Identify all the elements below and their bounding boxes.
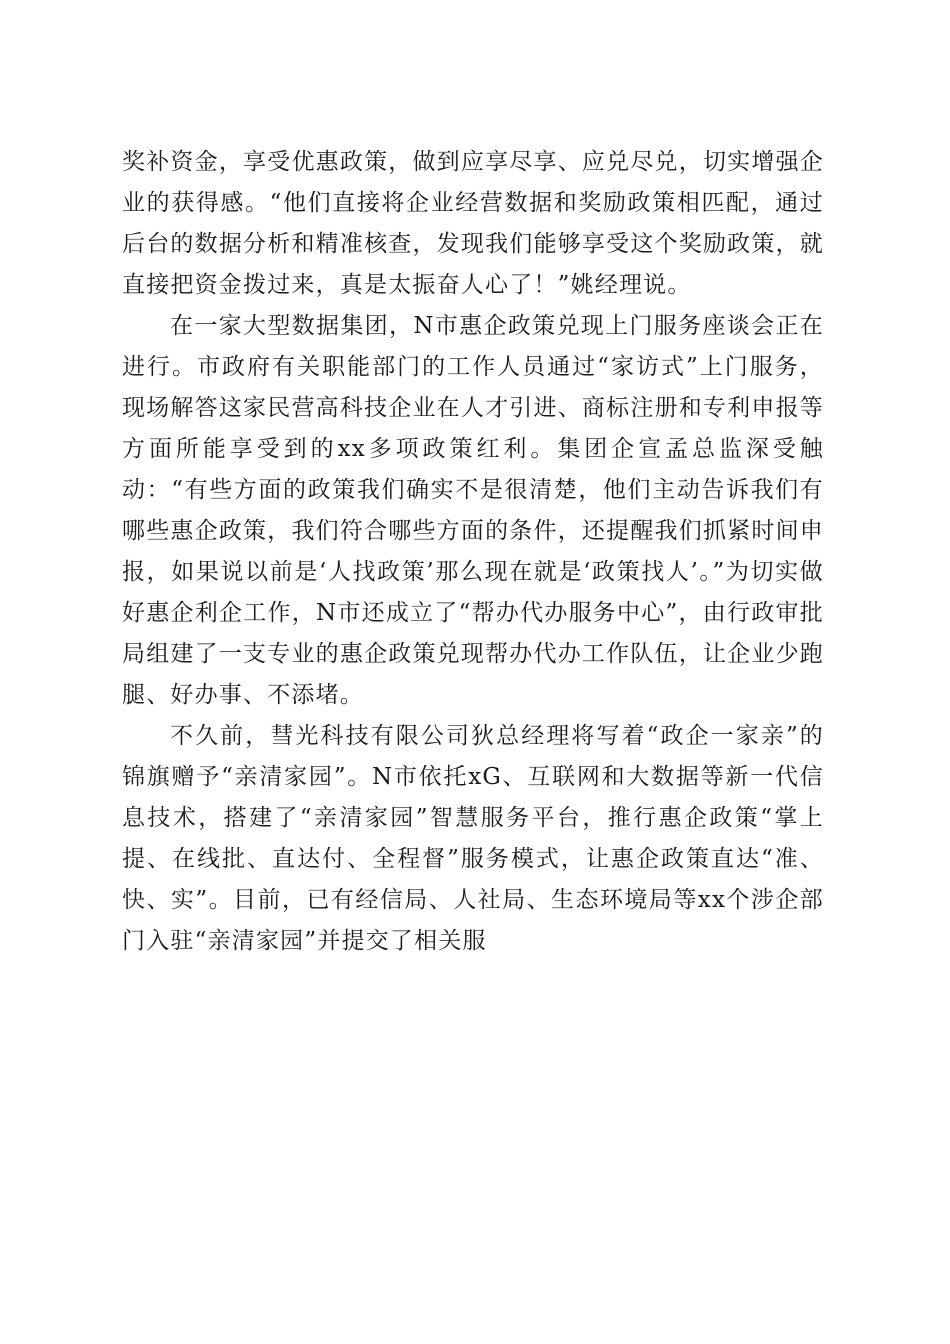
paragraph-qinqing-platform: 不久前，彗光科技有限公司狄总经理将写着“政企一家亲”的锦旗赠予“亲清家园”。N市依托xG、互联网和大数据等新一代信息技术，搭建了“亲清家园”智慧服务平台，推行惠企政策“掌上提、在线批、直达付、全程督”服务模式，让惠企政策直达“准、快、实”。目前，已有经信局、人社局、生态环境局等xx个涉企部门入驻“亲清家园”并提交了相关服 — [122, 723, 824, 954]
paragraph-data-group-visit: 在一家大型数据集团，N市惠企政策兑现上门服务座谈会正在进行。市政府有关职能部门的工作人员通过“家访式”上门服务，现场解答这家民营高科技企业在人才引进、商标注册和专利申报等方面所能享受到的xx多项政策红利。集团企宣孟总监深受触动：“有些方面的政策我们确实不是很清楚，他们主动告诉我们有哪些惠企政策，我们符合哪些方面的条件，还提醒我们抓紧时间申报，如果说以前是‘人找政策’那么现在就是‘政策找人’。”为切实做好惠企利企工作，N市还成立了“帮办代办服务中心”，由行政审批局组建了一支专业的惠企政策兑现帮办代办工作队伍，让企业少跑腿、好办事、不添堵。 — [122, 313, 824, 708]
document-body — [122, 142, 824, 962]
paragraph-continuation: 奖补资金，享受优惠政策，做到应享尽享、应兑尽兑，切实增强企业的获得感。“他们直接将企业经营数据和奖励政策相匹配，通过后台的数据分析和精准核查，发现我们能够享受这个奖励政策，就直接把资金拨过来，真是太振奋人心了！”姚经理说。 — [122, 149, 824, 298]
